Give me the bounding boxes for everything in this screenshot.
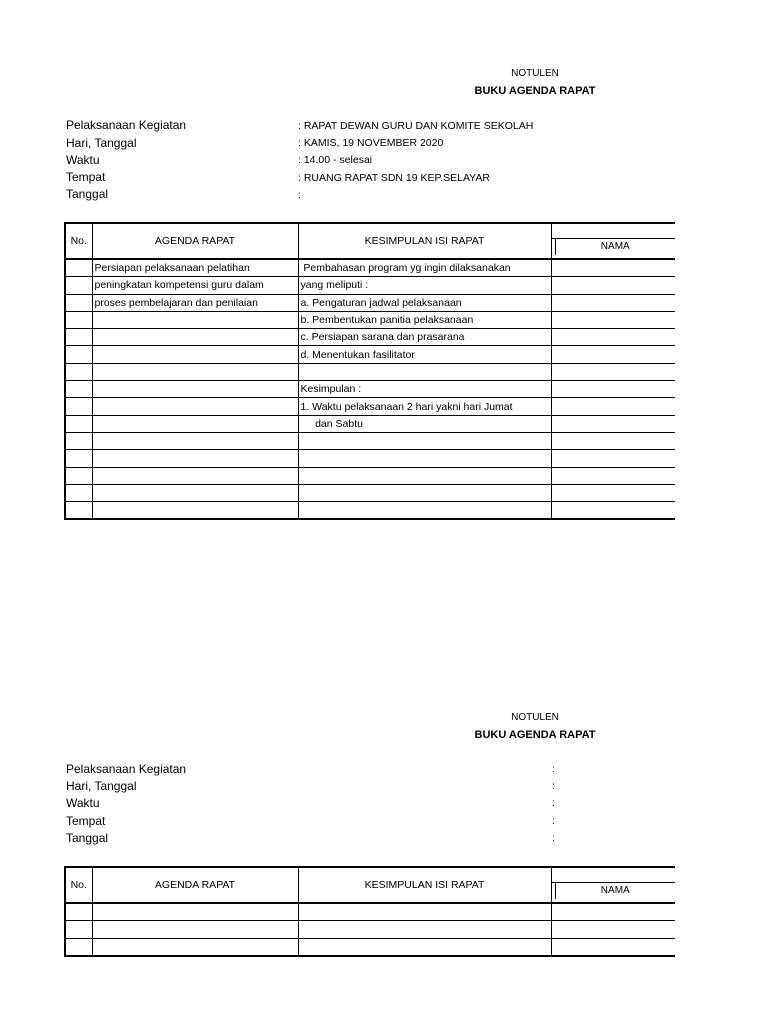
page-title: BUKU AGENDA RAPAT [474,729,596,741]
page-title: BUKU AGENDA RAPAT [474,85,596,97]
header-kesimpulan: KESIMPULAN ISI RAPAT [298,223,551,259]
cell-nama [551,938,675,956]
info-label-hari-tanggal: Hari, Tanggal [66,136,137,150]
header-nama-label: NAMA [555,883,676,899]
info-value-tanggal: : [552,832,555,844]
info-value-tempat: : [552,815,555,827]
header-nama [551,867,675,903]
cell-no [65,450,92,467]
notulen-label: NOTULEN [511,68,559,79]
agenda-table [64,866,675,957]
cell-kesimpulan: a. Pengaturan jadwal pelaksanaan [298,294,551,311]
header-kesimpulan: KESIMPULAN ISI RAPAT [298,867,551,903]
cell-nama [551,329,675,346]
info-value-pelaksanaan: : [552,763,555,775]
info-value-pelaksanaan: : RAPAT DEWAN GURU DAN KOMITE SEKOLAH [298,120,534,132]
cell-kesimpulan [298,450,551,467]
table-row [65,938,675,956]
cell-no [65,329,92,346]
table-row [65,259,675,277]
notulen-label: NOTULEN [511,712,559,723]
cell-nama [551,259,675,277]
table-row [65,363,675,380]
cell-no [65,294,92,311]
cell-kesimpulan: c. Persiapan sarana dan prasarana [298,329,551,346]
cell-nama [551,484,675,501]
cell-agenda [92,398,298,415]
table-row [65,346,675,363]
cell-agenda [92,921,298,938]
info-value-tanggal: : [298,189,301,201]
cell-kesimpulan [298,467,551,484]
cell-kesimpulan: yang meliputi : [298,277,551,294]
table-header-row [65,867,675,903]
cell-kesimpulan [298,938,551,956]
info-label-tempat: Tempat [66,814,106,828]
info-label-hari-tanggal: Hari, Tanggal [66,779,137,793]
cell-nama [551,398,675,415]
cell-kesimpulan: b. Pembentukan panitia pelaksanaan [298,311,551,328]
header-agenda: AGENDA RAPAT [92,867,298,903]
cell-no [65,346,92,363]
cell-nama [551,502,675,520]
info-label-tanggal: Tanggal [66,831,109,845]
info-label-waktu: Waktu [66,153,100,167]
cell-no [65,903,92,921]
header-nama [551,223,675,259]
cell-nama [551,450,675,467]
cell-agenda [92,502,298,520]
header-no: No. [65,223,92,259]
cell-nama [551,921,675,938]
cell-nama [551,903,675,921]
cell-kesimpulan [298,484,551,501]
cell-agenda: peningkatan kompetensi guru dalam [92,277,298,294]
cell-agenda: proses pembelajaran dan penilaian [92,294,298,311]
cell-kesimpulan [298,502,551,520]
table-row [65,903,675,921]
table-row [65,277,675,294]
cell-agenda [92,450,298,467]
cell-agenda [92,903,298,921]
table-row [65,484,675,501]
cell-nama [551,381,675,398]
cell-no [65,432,92,449]
table-row [65,921,675,938]
cell-agenda [92,329,298,346]
cell-agenda [92,467,298,484]
cell-nama [551,432,675,449]
table-row [65,450,675,467]
info-label-waktu: Waktu [66,796,100,810]
agenda-table [64,222,675,520]
info-value-hari-tanggal: : KAMIS, 19 NOVEMBER 2020 [298,137,444,149]
cell-no [65,938,92,956]
table-row [65,432,675,449]
info-label-pelaksanaan: Pelaksanaan Kegiatan [66,762,187,776]
header-agenda: AGENDA RAPAT [92,223,298,259]
cell-agenda [92,938,298,956]
info-value-waktu: : 14.00 - selesai [298,154,373,166]
cell-agenda [92,311,298,328]
cell-no [65,381,92,398]
cell-agenda [92,484,298,501]
cell-no [65,311,92,328]
table-row [65,329,675,346]
cell-nama [551,346,675,363]
table-row [65,381,675,398]
cell-kesimpulan: dan Sabtu [298,415,551,432]
cell-kesimpulan: d. Menentukan fasilitator [298,346,551,363]
cell-no [65,921,92,938]
info-label-tempat: Tempat [66,170,106,184]
cell-nama [551,363,675,380]
cell-no [65,259,92,277]
cell-nama [551,294,675,311]
table-row [65,502,675,520]
info-value-tempat: : RUANG RAPAT SDN 19 KEP.SELAYAR [298,172,490,184]
table-row [65,294,675,311]
cell-agenda [92,381,298,398]
cell-kesimpulan [298,432,551,449]
cell-no [65,415,92,432]
cell-agenda [92,363,298,380]
cell-no [65,484,92,501]
info-value-hari-tanggal: : [552,780,555,792]
cell-agenda [92,346,298,363]
table-row [65,467,675,484]
cell-no [65,363,92,380]
cell-nama [551,467,675,484]
cell-agenda: Persiapan pelaksanaan pelatihan [92,259,298,277]
cell-agenda [92,415,298,432]
cell-kesimpulan [298,921,551,938]
cell-no [65,467,92,484]
info-label-pelaksanaan: Pelaksanaan Kegiatan [66,118,187,132]
cell-no [65,502,92,520]
cell-no [65,277,92,294]
cell-kesimpulan: Pembahasan program yg ingin dilaksanakan [298,259,551,277]
cell-nama [551,277,675,294]
info-label-tanggal: Tanggal [66,187,109,201]
table-row [65,311,675,328]
cell-kesimpulan: Kesimpulan : [298,381,551,398]
table-header-row [65,223,675,259]
cell-agenda [92,432,298,449]
header-nama-label: NAMA [555,239,676,255]
info-value-waktu: : [552,797,555,809]
cell-nama [551,311,675,328]
cell-kesimpulan [298,363,551,380]
table-row [65,398,675,415]
cell-kesimpulan: 1. Waktu pelaksanaan 2 hari yakni hari Jumat [298,398,551,415]
cell-nama [551,415,675,432]
table-row [65,415,675,432]
cell-kesimpulan [298,903,551,921]
cell-no [65,398,92,415]
header-no: No. [65,867,92,903]
